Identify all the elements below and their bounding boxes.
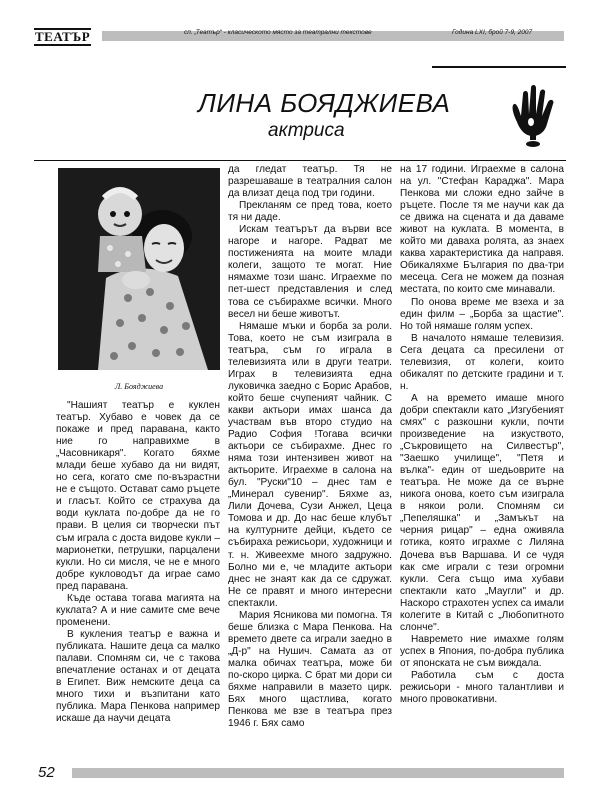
photo-illustration [58,168,220,370]
paragraph: Мария Ясникова ми помогна. Тя беше близка с Мара Пенкова. На времето двете са играли заедно в „Д-р" на Нушич. Самата аз от малка обичах театъра, може би по-скоро цирка. С брат ми дори си бяхме направили в мазето цирк. Бях много щастлива, когато Пенкова ме взе в театъра през 1946 г. Бях само [228,609,392,730]
paragraph: да гледат театър. Тя не разрешаваше в театралния салон да влизат деца под три години. [228,164,392,200]
article-subtitle: актриса [268,120,345,141]
paragraph: А на времето имаше много добри спектакли като „Изгубеният смях" с разкошни кукли, почти произведение на изкуството, „Съкровището на Силвестър", "Заешко училище", "Петя и вълка"- един от шедьоврите на театъра. Не може да се върне никога онова, което съм изиграла в някои роли. Спомням си „Пепеляшка" и „Замъкът на черния рицар" – една оживяла готика, която играхме с Лиляна Дочева във Варшава. И се чудя как сме играли с тези огромни кукли. Сега също има хубави спектакли като „Маугли" и др. Наскоро страхотен успех са имали колегите в Китай с „Любопитното слонче". [400,392,564,633]
magazine-tagline: сп. „Театър“ - класическото място за театрални текстове [184,29,372,36]
article-title: ЛИНА БОЯДЖИЕВА [198,88,451,118]
divider [432,66,566,68]
title-divider [34,160,566,161]
photo-caption: Л. Бояджиева [114,382,164,391]
article-column-3 [400,164,564,706]
paragraph: Искам театърът да върви все нагоре и нагоре. Радват ме постиженията на моите млади колеги, защото те могат. Ние нямахме този шанс. Играехме по пет-шест представления и след това се събирахме всички. Много весел ни беше животът. [228,224,392,320]
hand-icon [503,84,561,148]
article-column-1 [56,400,220,725]
paragraph: По онова време ме взеха и за един филм – „Борба за щастие". Но той нямаше голям успех. [400,296,564,332]
paragraph: Нямаше мъки и борба за роли. Това, което не съм изиграла в театъра, съм го играла в телевизията или в други театри. Играх в телевизията една луковичка заедно с Борис Арабов, който беше счупеният чайник. С какви актьори имах шанса да участвам във второ студио на Радио София !Тогава всички актьори се събирахме. Днес го няма този интензивен живот на актьорите. Играехме в салона на бул. "Руски"10 – днес там е „Минерал сувенир". Бяхме аз, Лили Дочева, Сузи Анжел, Цеца Томова и др. До нас беше клубът на културните дейци, където се събираха режисьори, художници и т. н. Живеехме много задружно. Болно ми е, че младите актьори днес не знаят как да се сдружат. Не се правят и много интересни спектакли. [228,320,392,609]
paragraph: В кукления театър е важна и публиката. Нашите деца са малко палави. Спомням си, че с такова впечатление останах и от децата в Египет. Виж немските деца са много тихи и възпитани като публика. Мара Пенкова например искаше да научи децата [56,628,220,725]
paragraph: Работила съм с доста режисьори - много талантливи и много провокативни. [400,669,564,706]
magazine-logo: ТЕАТЪР [35,29,91,44]
issue-info: Година LXI, брой 7-9, 2007 [452,29,533,36]
paragraph: Навремето ние имахме голям успех в Япония, по-добра публика от японската не съм виждала. [400,633,564,669]
footer-bar [72,768,564,778]
article-column-2 [228,164,392,730]
page-number: 52 [38,764,55,781]
paragraph: В началото нямаше телевизия. Сега децата са пресилени от телевизия, от колеги, които обикалят по детските градини и т. н. [400,332,564,392]
paragraph: на 17 години. Играехме в салона на ул. "Стефан Караджа". Мара Пенкова ми сложи едно зайче в ръцете. После тя ме научи как да се движа на сцената и да даваме живот на куклата. В момента, в който ми даваха ролята, аз знаех каква характеристика да направя. Обикаляхме България по два-три месеца. Сега не можем да позная местата, по които сме минавали. [400,164,564,296]
paragraph: Къде остава тогава магията на куклата? А и ние самите сме вече променени. [56,592,220,628]
portrait-photo [58,168,220,370]
paragraph: "Нашият театър е куклен театър. Хубаво е човек да се покаже и пред паравана, както ние го направихме в „Часовникаря". Когато бяхме млади беше хубаво да ни видят, но сега, когато сме по-възрастни не е същото. Остават само ръцете и гласът. Който се страхува да води куклата по-добре да не го прави. В целия си творчески път съм играла с доста видове кукли – марионетки, петрушки, парцалени кукли. Но си мисля, че не е много добре кукловодът да играе само пред паравана. [56,400,220,592]
paragraph: Прекланям се пред това, което тя ни даде. [228,200,392,224]
page-header [34,28,564,44]
